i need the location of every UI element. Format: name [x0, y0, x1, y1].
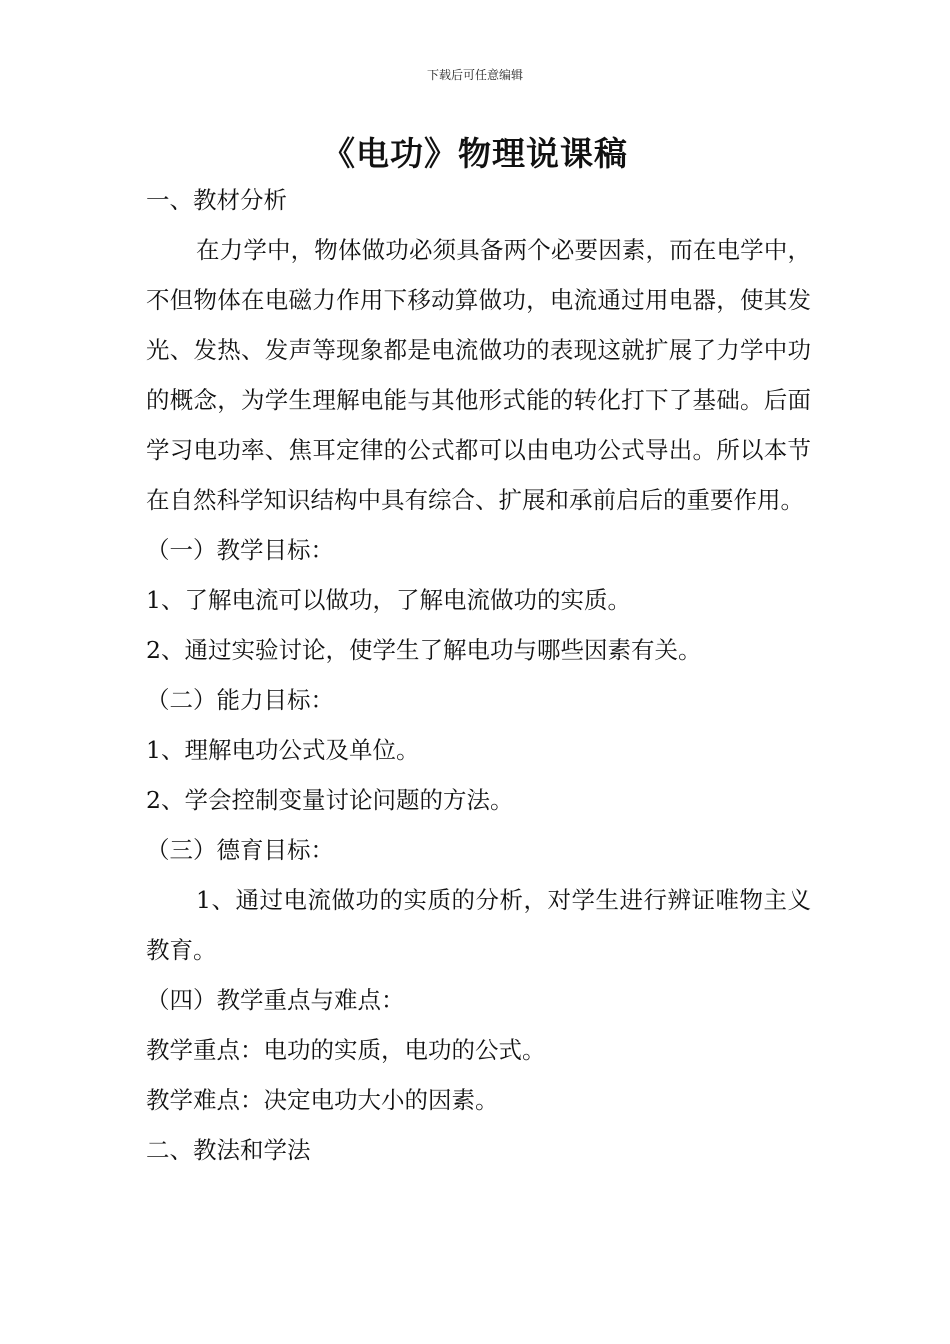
- teaching-goal-item-1: 1、了解电流可以做功，了解电流做功的实质。: [146, 586, 631, 614]
- document-body: [146, 175, 811, 1175]
- difficult-point: 教学难点：决定电功大小的因素。: [146, 1086, 499, 1114]
- section-heading-materials: 一、教材分析: [146, 186, 287, 214]
- ability-goal-item-1: 1、理解电功公式及单位。: [146, 736, 420, 764]
- materials-paragraph: 在力学中，物体做功必须具备两个必要因素，而在电学中，不但物体在电磁力作用下移动算做功，电流通过用电器，使其发光、发热、发声等现象都是电流做功的表现这就扩展了力学中功的概念，为学生理解电能与其他形式能的转化打下了基础。后面学习电功率、焦耳定律的公式都可以由电功公式导出。所以本节在自然科学知识结构中具有综合、扩展和承前启后的重要作用。: [146, 236, 811, 514]
- section-heading-methods: 二、教法和学法: [146, 1136, 311, 1164]
- key-point: 教学重点：电功的实质，电功的公式。: [146, 1036, 546, 1064]
- teaching-goal-heading: （一）教学目标：: [146, 536, 334, 564]
- document-title: 《电功》物理说课稿: [322, 134, 628, 173]
- moral-goal-heading: （三）德育目标：: [146, 836, 334, 864]
- ability-goal-item-2: 2、学会控制变量讨论问题的方法。: [146, 786, 514, 814]
- teaching-goal-item-2: 2、通过实验讨论，使学生了解电功与哪些因素有关。: [146, 636, 702, 664]
- header-note: 下载后可任意编辑: [426, 68, 523, 82]
- ability-goal-heading: （二）能力目标：: [146, 686, 334, 714]
- key-difficult-heading: （四）教学重点与难点：: [146, 986, 405, 1014]
- moral-goal-item-1: 1、通过电流做功的实质的分析，对学生进行辨证唯物主义教育。: [146, 886, 811, 964]
